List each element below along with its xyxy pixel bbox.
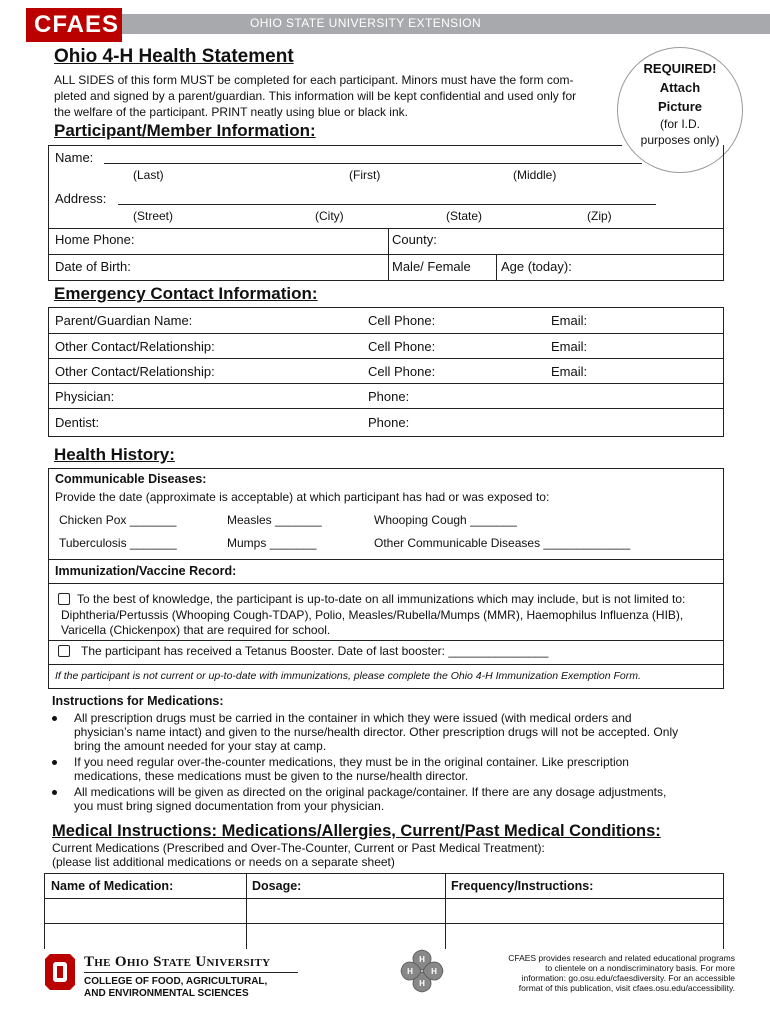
address-field[interactable] [118,204,656,205]
whooping-cough-field[interactable]: Whooping Cough _______ [374,513,517,527]
photo-purposes: purposes only) [640,133,720,147]
comm-desc: Provide the date (approximate is acceptable) at which participant has had or was exposed to: [55,490,550,504]
photo-for-id: (for I.D. [659,117,700,131]
med-b3-l2: you must bring signed documentation from your physician. [74,799,385,813]
dob-field[interactable]: Date of Birth: [55,259,131,274]
frequency-cell-1[interactable] [447,900,722,922]
immunization-checkbox[interactable] [58,593,70,605]
med-b1-l2: physician’s name intact) and given to the nurse/health director. Other prescription drugs will not be accepted. Only [74,725,679,739]
address-label: Address: [55,191,107,206]
address-state: (State) [446,209,483,223]
bullet-3 [52,790,57,795]
svg-text:H: H [431,967,437,976]
age-field[interactable]: Age (today): [501,259,572,274]
parent-guardian-field[interactable]: Parent/Guardian Name: [55,313,193,328]
chicken-pox-field[interactable]: Chicken Pox _______ [59,513,177,527]
name-label: Name: [55,150,94,165]
immun-line-3: Varicella (Chickenpox) that are required for school. [61,623,331,637]
cell-phone-field-2[interactable]: Cell Phone: [368,339,436,354]
name-first: (First) [349,168,381,182]
exemption-note: If the participant is not current or up-to-date with immunizations, please complete the Ohio 4-H Immunization Exemption Form. [55,670,641,682]
footer-divider [84,972,298,973]
participant-heading: Participant/Member Information: [54,121,316,140]
col-medication-name: Name of Medication: [51,879,174,893]
med-b2-l2: medications, these medications must be given to the nurse/health director. [74,769,469,783]
bullet-1 [52,716,57,721]
measles-field[interactable]: Measles _______ [227,513,322,527]
college-line-2: AND ENVIRONMENTAL SCIENCES [84,988,249,999]
bullet-2 [52,760,57,765]
physician-field[interactable]: Physician: [55,389,115,404]
svg-text:H: H [419,955,425,964]
dosage-cell-1[interactable] [248,900,443,922]
other-diseases-field[interactable]: Other Communicable Diseases _____________ [374,536,631,550]
med-b2-l1: If you need regular over-the-counter medications, they must be in the original container. Like prescription [74,755,629,769]
emergency-heading: Emergency Contact Information: [54,284,318,303]
photo-required: REQUIRED! [643,61,717,76]
photo-attach: Attach [659,80,701,95]
photo-picture: Picture [657,99,703,114]
name-middle: (Middle) [513,168,557,182]
med-b3-l1: All medications will be given as directed on the original package/container. If there are any dosage adjustments, [74,785,667,799]
intro-line-3: the welfare of the participant. PRINT neatly using blue or black ink. [54,105,408,119]
medical-heading: Medical Instructions: Medications/Allergies, Current/Past Medical Conditions: [52,822,661,840]
col-dosage: Dosage: [252,879,302,893]
name-last: (Last) [133,168,164,182]
email-field-2[interactable]: Email: [551,339,588,354]
address-city: (City) [315,209,344,223]
tetanus-text: The participant has received a Tetanus Booster. Date of last booster: _______________ [81,644,549,658]
dentist-field[interactable]: Dentist: [55,415,100,430]
other-contact-field-2[interactable]: Other Contact/Relationship: [55,364,215,379]
page-title: Ohio 4-H Health Statement [54,46,294,67]
cfaes-logo-text: CFAES [34,11,120,38]
intro-line-1: ALL SIDES of this form MUST be completed for each participant. Minors must have the form com- [54,73,574,87]
county-field[interactable]: County: [392,232,437,247]
notice-line-4: format of this publication, visit cfaes.osu.edu/accessibility. [518,983,735,993]
immun-line-1: To the best of knowledge, the participant is up-to-date on all immunizations which may include, but is not limited to: [77,592,686,606]
osu-block-o-icon [44,953,76,991]
address-zip: (Zip) [587,209,612,223]
medical-sub-2: (please list additional medications or needs on a separate sheet) [52,855,395,869]
medical-sub-1: Current Medications (Prescribed and Over-The-Counter, Current or Past Medical Treatment): [52,841,545,855]
notice-line-3: information: go.osu.edu/cfaesdiversity. For an accessible [521,973,735,983]
cell-phone-field-3[interactable]: Cell Phone: [368,364,436,379]
name-field[interactable] [104,163,642,164]
intro-line-2: pleted and signed by a parent/guardian. This information will be kept confidential and used only for [54,89,577,103]
address-street: (Street) [133,209,174,223]
health-heading: Health History: [54,445,175,464]
immun-line-2: Diphtheria/Pertussis (Whooping Cough-TDAP), Polio, Measles/Rubella/Mumps (MMR), Haemophilus Influenza (HIB), [61,608,684,622]
immun-title: Immunization/Vaccine Record: [55,564,237,578]
gender-field[interactable]: Male/ Female [392,259,471,274]
email-field-1[interactable]: Email: [551,313,588,328]
four-h-clover-icon [397,946,447,996]
other-contact-field-1[interactable]: Other Contact/Relationship: [55,339,215,354]
medication-cell-1[interactable] [46,900,244,922]
svg-text:H: H [419,979,425,988]
home-phone-field[interactable]: Home Phone: [55,232,135,247]
med-b1-l1: All prescription drugs must be carried in the container in which they were issued (with medical orders and [74,711,632,725]
notice-line-1: CFAES provides research and related educational programs [508,953,735,963]
physician-phone-field[interactable]: Phone: [368,389,410,404]
col-frequency: Frequency/Instructions: [451,879,594,893]
osu-wordmark: The Ohio State University [84,954,271,970]
email-field-3[interactable]: Email: [551,364,588,379]
notice-line-2: to clientele on a nondiscriminatory basis. For more [545,963,735,973]
svg-text:H: H [407,967,413,976]
tuberculosis-field[interactable]: Tuberculosis _______ [59,536,177,550]
tetanus-checkbox[interactable] [58,645,70,657]
comm-title: Communicable Diseases: [55,472,207,486]
med-b1-l3: bring the amount needed for your stay at camp. [74,739,327,753]
cell-phone-field-1[interactable]: Cell Phone: [368,313,436,328]
banner-text: OHIO STATE UNIVERSITY EXTENSION [250,16,482,30]
college-line-1: COLLEGE OF FOOD, AGRICULTURAL, [84,976,268,987]
mumps-field[interactable]: Mumps _______ [227,536,317,550]
med-instructions-title: Instructions for Medications: [52,694,224,708]
dentist-phone-field[interactable]: Phone: [368,415,410,430]
